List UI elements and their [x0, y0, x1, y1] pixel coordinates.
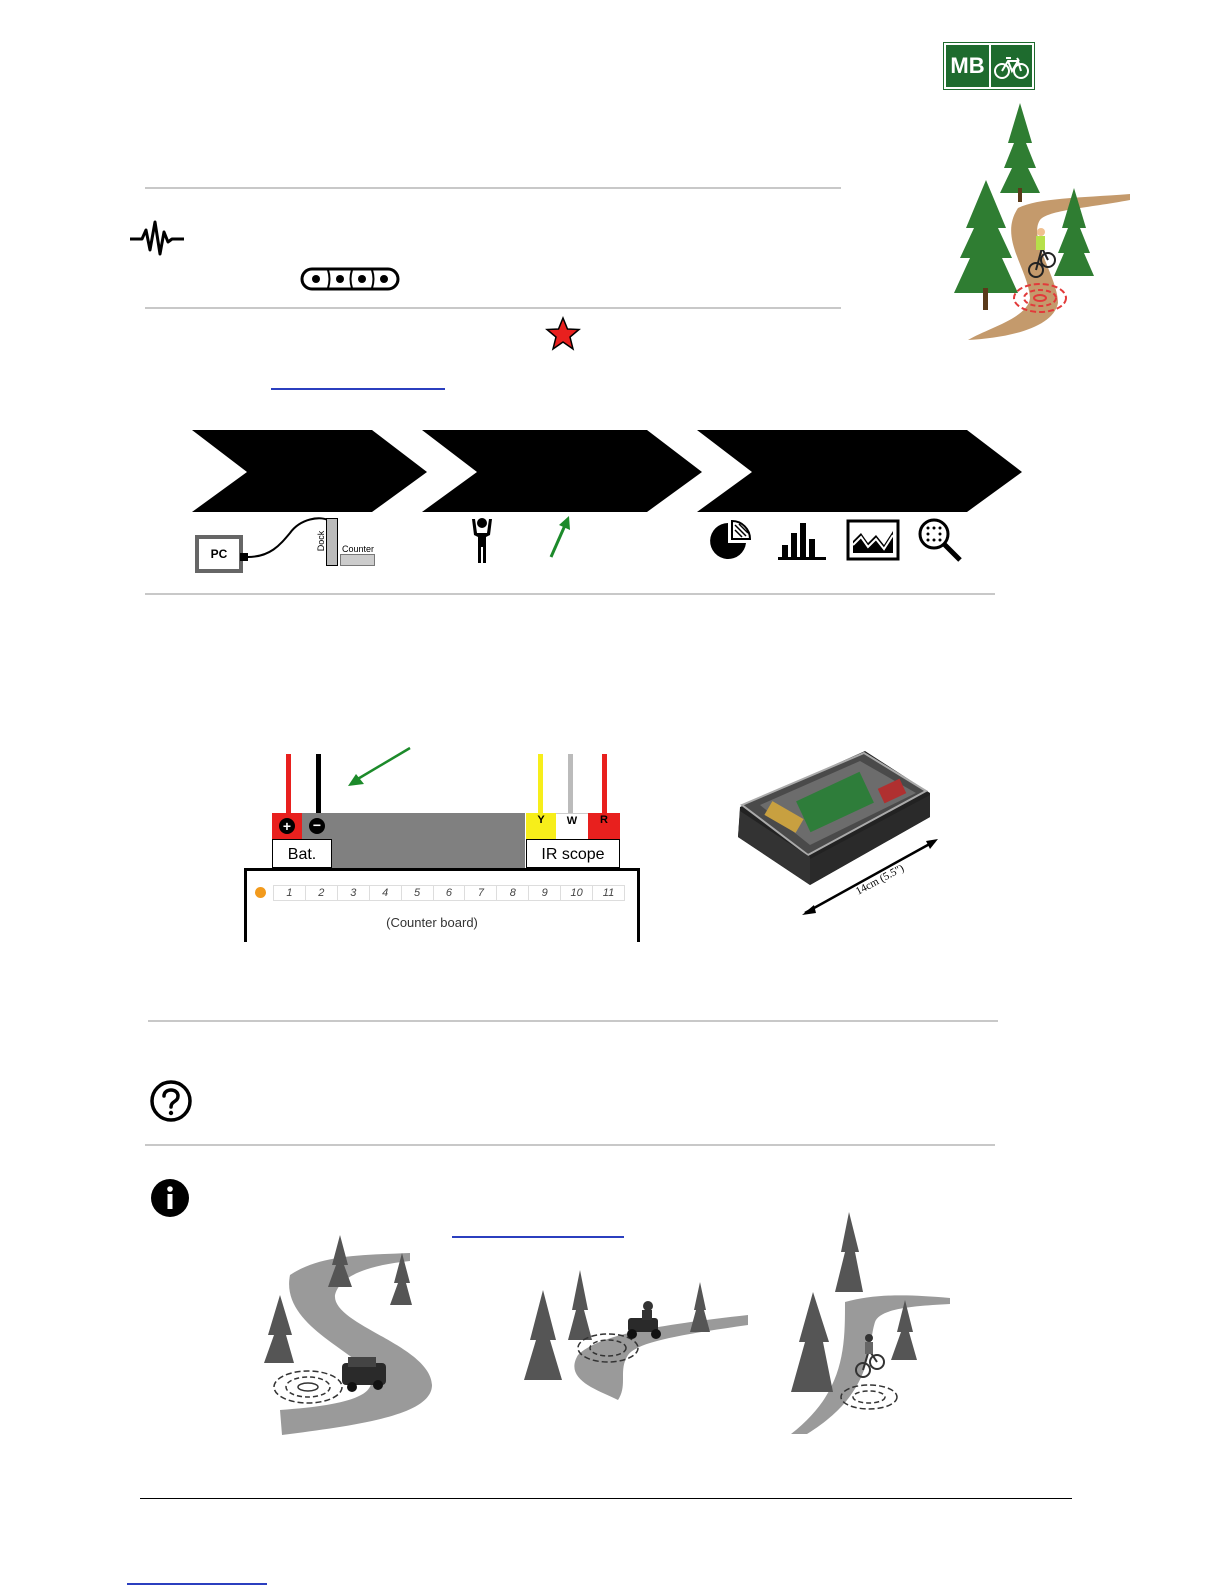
- pc-label: PC: [210, 547, 228, 561]
- pin: 2: [306, 886, 338, 900]
- footer-rule: [140, 1498, 1072, 1499]
- pin: 9: [529, 886, 561, 900]
- wire-red: [602, 754, 607, 814]
- magnifier-icon: [916, 516, 964, 564]
- pin: 8: [497, 886, 529, 900]
- battery-label: Bat.: [272, 839, 332, 868]
- divider: [148, 1020, 998, 1022]
- dimension-label: 14cm (5.5"): [853, 862, 906, 898]
- wire-label-red: R: [588, 813, 620, 839]
- divider: [145, 593, 995, 595]
- counter-board-label: (Counter board): [386, 915, 478, 930]
- divider: [145, 187, 841, 189]
- divider: [145, 1144, 995, 1146]
- minus-symbol: −: [309, 818, 325, 834]
- pin-strip: [273, 885, 625, 901]
- wire-red: [286, 754, 291, 814]
- trail-illustration: [948, 98, 1133, 343]
- plus-terminal: [272, 813, 302, 839]
- plus-symbol: +: [279, 818, 295, 834]
- bicycle-icon: [991, 45, 1032, 87]
- person-icon: [470, 517, 494, 565]
- divider: [145, 307, 841, 309]
- trail-bike-illustration: [785, 1212, 955, 1437]
- help-icon: [148, 1078, 194, 1124]
- ir-scope-label: IR scope: [526, 839, 620, 868]
- bar-chart-icon: [778, 521, 826, 561]
- wire-label-yellow: Y: [526, 813, 556, 839]
- pin: 6: [434, 886, 466, 900]
- wire-yellow: [538, 754, 543, 814]
- pc-icon: [195, 535, 243, 573]
- counter-board: [244, 868, 640, 942]
- pin: 7: [465, 886, 497, 900]
- counter-label: Counter: [342, 544, 375, 554]
- counter-device-photo: [730, 745, 945, 920]
- dock-icon: [326, 518, 338, 566]
- waveform-icon: [128, 218, 186, 258]
- road-car-illustration: [260, 1235, 440, 1440]
- wire-label-white: W: [556, 813, 588, 839]
- minus-terminal: [302, 813, 332, 839]
- connector-body: [332, 813, 525, 868]
- pin: 5: [402, 886, 434, 900]
- pie-chart-icon: [708, 519, 752, 563]
- counter-icon: [340, 554, 375, 566]
- steps-banner: [192, 430, 1022, 514]
- hyperlink[interactable]: [271, 388, 445, 390]
- wire-black: [316, 754, 321, 814]
- status-dot-icon: [255, 887, 266, 898]
- pin: 10: [561, 886, 593, 900]
- green-arrow-icon: [344, 746, 412, 788]
- wiring-diagram: [240, 740, 640, 942]
- area-chart-icon: [846, 519, 900, 561]
- green-arrow-icon: [545, 514, 575, 560]
- pin: 3: [338, 886, 370, 900]
- mb-logo: [943, 42, 1035, 90]
- wire-white: [568, 754, 573, 814]
- star-icon: [545, 316, 581, 352]
- dock-label: Dock: [316, 530, 326, 552]
- pin: 11: [602, 887, 615, 899]
- info-icon: [150, 1178, 190, 1218]
- logo-text: MB: [946, 45, 989, 87]
- hyperlink[interactable]: [452, 1236, 624, 1238]
- chain-icon: [300, 266, 400, 292]
- pin: 4: [370, 886, 402, 900]
- trail-atv-illustration: [518, 1270, 750, 1405]
- pin: 1: [274, 886, 306, 900]
